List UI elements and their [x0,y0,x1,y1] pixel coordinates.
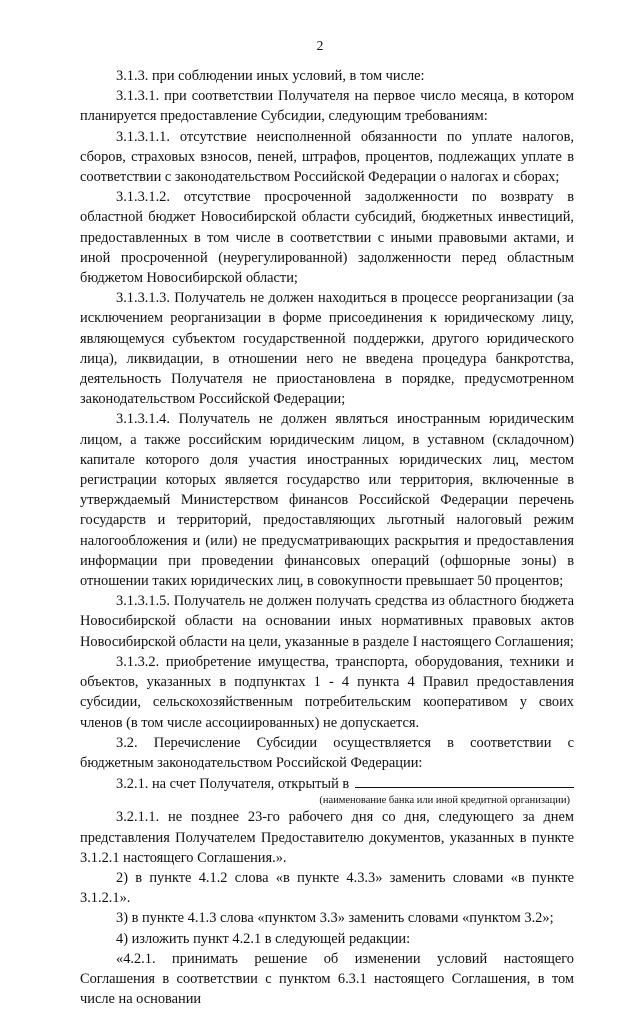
document-body [80,66,574,1009]
bank-name-blank [355,773,574,788]
page-number: 2 [316,38,324,53]
paragraph-4-2-1: «4.2.1. принимать решение об изменении условий настоящего Соглашения в соответствии с пунктом 6.3.1 настоящего Соглашения, в том числе на основании [80,950,574,1008]
amendment-item-3: 3) в пункте 4.1.3 слова «пунктом 3.3» заменить словами «пунктом 3.2»; [116,910,554,927]
account-line-label: 3.2.1. на счет Получателя, открытый в [116,776,350,793]
account-line [80,773,574,794]
paragraph-3-1-3-1-1: 3.1.3.1.1. отсутствие неисполненной обязанности по уплате налогов, сборов, страховых взносов, пеней, штрафов, процентов, подлежащих уплате в соответствии с законодательством Российской Федерации о налогах и сборах; [80,128,574,186]
paragraph-3-1-3: 3.1.3. при соблюдении иных условий, в том числе: [116,68,425,84]
paragraph-3-1-3-1: 3.1.3.1. при соответствии Получателя на первое число месяца, в котором планируется предоставление Субсидии, следующим требованиям: [80,88,574,125]
amendment-item-2: 2) в пункте 4.1.2 слова «в пункте 4.3.3» заменить словами «в пункте 3.1.2.1». [80,869,574,907]
paragraph-3-1-3-2: 3.1.3.2. приобретение имущества, транспорта, оборудования, техники и объектов, указанных в подпунктах 1 - 4 пункта 4 Правил предоставления субсидии, сельскохозяйственным потребительским кооперативом у своих членов (в том числе ассоциированных) не допускается. [80,653,574,731]
paragraph-3-1-3-1-3: 3.1.3.1.3. Получатель не должен находиться в процессе реорганизации (за исключением реорганизации в форме присоединения к юридическому лицу, являющемуся субъектом государственной поддержки, другого юридического лица), ликвидации, в отношении него не введена процедура банкротства, деятельность Получателя не приостановлена в порядке, предусмотренном законодательством Российской Федерации; [80,290,574,408]
amendment-item-4: 4) изложить пункт 4.2.1 в следующей редакции: [116,930,411,947]
paragraph-3-2: 3.2. Перечисление Субсидии осуществляется в соответствии с бюджетным законодательством Российской Федерации: [80,734,574,771]
bank-name-caption: (наименование банка или иной кредитной организации) [319,795,570,807]
paragraph-3-1-3-1-4: 3.1.3.1.4. Получатель не должен являться иностранным юридическим лицом, а также российским юридическим лицом, в уставном (складочном) капитале которого доля участия иностранных юридических лиц, местом регистрации которых является государство или территория, включенные в утверждаемый Министерством финансов Российской Федерации перечень государств и территорий, предоставляющих льготный налоговый режим налогообложения и (или) не предусматривающих раскрытия и предоставления информации при проведении финансовых операций (офшорные зоны) в отношении таких юридических лиц, в совокупности превышает 50 процентов; [80,411,574,590]
paragraph-3-1-3-1-2: 3.1.3.1.2. отсутствие просроченной задолженности по возврату в областной бюджет Новосибирской области субсидий, бюджетных инвестиций, предоставленных в том числе в соответствии с иными правовыми актами, и иной просроченной (неурегулированной) задолженности перед областным бюджетом Новосибирской области; [80,189,574,287]
paragraph-3-2-1-1: 3.2.1.1. не позднее 23-го рабочего дня со дня, следующего за днем представления Получателем Предоставителю документов, указанных в пункте 3.1.2.1 настоящего Соглашения.». [80,809,574,866]
paragraph-3-1-3-1-5: 3.1.3.1.5. Получатель не должен получать средства из областного бюджета Новосибирской области на основании иных нормативных правовых актов Новосибирской области на цели, указанные в разделе I настоящего Соглашения; [80,593,574,650]
